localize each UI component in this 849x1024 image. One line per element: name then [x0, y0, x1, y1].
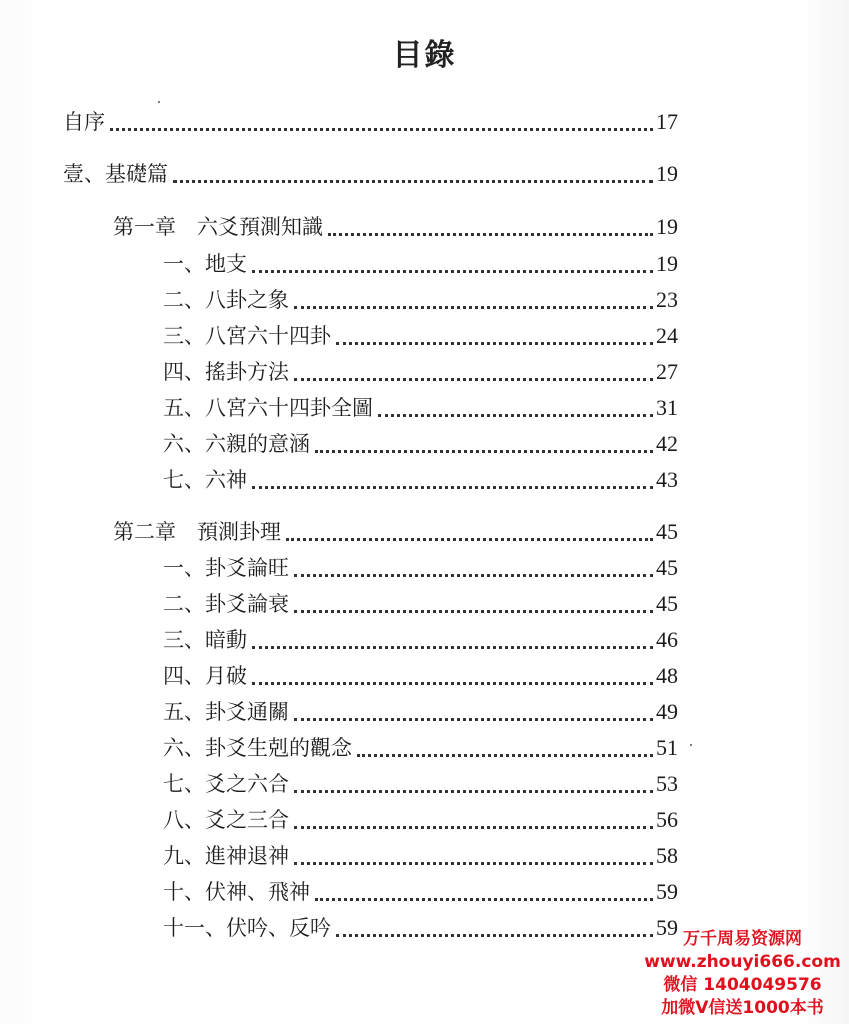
toc-entry-page: 23: [656, 287, 678, 312]
scan-speck: [158, 101, 160, 103]
toc-leader-dots: [315, 450, 653, 453]
toc-entry-page: 27: [656, 359, 678, 384]
toc-entry-page: 51: [656, 735, 678, 760]
toc-leader-dots: [357, 754, 653, 757]
toc-entry-page: 45: [656, 555, 678, 580]
toc-entry-label: 一、地支: [163, 252, 247, 276]
toc-entry-label: 四、月破: [163, 664, 247, 688]
toc-entry-page: 58: [656, 843, 678, 868]
toc-leader-dots: [328, 233, 653, 236]
toc-entry-label: 壹、基礎篇: [63, 162, 168, 186]
toc-leader-dots: [286, 538, 653, 541]
toc-leader-dots: [294, 718, 653, 721]
toc-leader-dots: [294, 306, 653, 309]
toc-entry-page: 46: [656, 627, 678, 652]
toc-leader-dots: [315, 898, 653, 901]
watermark-line: 加微V信送1000本书: [661, 998, 824, 1018]
watermark-line: 万千周易资源网: [683, 929, 802, 949]
watermark: [640, 928, 845, 1020]
toc-leader-dots: [252, 682, 653, 685]
toc-entry-label: 七、爻之六合: [163, 772, 289, 796]
toc-leader-dots: [252, 646, 653, 649]
toc-entry-label: 五、八宮六十四卦全圖: [163, 396, 373, 420]
toc-entry: [163, 394, 678, 422]
toc-entry: [163, 878, 678, 906]
toc-entry: [163, 734, 678, 762]
toc-entry-page: 19: [656, 214, 678, 239]
toc-entry-label: 自序: [63, 110, 105, 134]
toc-entry-page: 19: [656, 161, 678, 186]
toc-entry-label: 四、搖卦方法: [163, 360, 289, 384]
toc-entry: [163, 322, 678, 350]
toc-entry: [163, 286, 678, 314]
toc-entry: [163, 554, 678, 582]
watermark-line: 微信 1404049576: [663, 975, 822, 995]
toc-entry: [163, 358, 678, 386]
toc-entry-label: 十一、伏吟、反吟: [163, 916, 331, 940]
toc-entry-page: 42: [656, 431, 678, 456]
toc-entry: [163, 430, 678, 458]
toc-leader-dots: [173, 180, 653, 183]
toc-leader-dots: [294, 790, 653, 793]
toc-entry: [113, 213, 678, 241]
toc-leader-dots: [110, 128, 653, 131]
toc-leader-dots: [294, 610, 653, 613]
toc-leader-dots: [336, 342, 653, 345]
toc-entry: [163, 250, 678, 278]
toc-entry-label: 一、卦爻論旺: [163, 556, 289, 580]
toc-leader-dots: [252, 270, 653, 273]
toc-entry-label: 三、八宮六十四卦: [163, 324, 331, 348]
toc-entry-page: 45: [656, 519, 678, 544]
toc-entry-label: 第二章 預測卦理: [113, 520, 281, 544]
toc-leader-dots: [378, 414, 653, 417]
toc-entry-page: 17: [656, 109, 678, 134]
toc-entry-label: 二、八卦之象: [163, 288, 289, 312]
toc-entry-page: 31: [656, 395, 678, 420]
toc-entry-page: 59: [656, 879, 678, 904]
toc-entry-page: 49: [656, 699, 678, 724]
toc-entry: [63, 160, 678, 188]
toc-leader-dots: [294, 574, 653, 577]
toc-entry-page: 48: [656, 663, 678, 688]
toc-entry: [163, 466, 678, 494]
page-title: 目錄: [392, 38, 457, 73]
toc-entry: [113, 518, 678, 546]
toc-entry-page: 53: [656, 771, 678, 796]
watermark-line: www.zhouyi666.com: [644, 952, 841, 972]
toc-leader-dots: [252, 486, 653, 489]
toc-entry-label: 八、爻之三合: [163, 808, 289, 832]
toc-entry-page: 43: [656, 467, 678, 492]
toc-entry: [163, 806, 678, 834]
toc-entry-label: 五、卦爻通關: [163, 700, 289, 724]
toc-leader-dots: [294, 862, 653, 865]
toc-entry-page: 59: [656, 915, 678, 940]
toc-entry: [63, 108, 678, 136]
toc-entry-label: 七、六神: [163, 468, 247, 492]
toc-entry-label: 十、伏神、飛神: [163, 880, 310, 904]
toc-entry: [163, 590, 678, 618]
toc-entry-label: 第一章 六爻預測知識: [113, 215, 323, 239]
toc-entry-label: 九、進神退神: [163, 844, 289, 868]
toc-entry-label: 六、六親的意涵: [163, 432, 310, 456]
scan-speck: [690, 744, 692, 746]
toc-entry-label: 六、卦爻生剋的觀念: [163, 736, 352, 760]
toc-entry-label: 二、卦爻論衰: [163, 592, 289, 616]
toc-entry-page: 24: [656, 323, 678, 348]
toc-leader-dots: [294, 826, 653, 829]
toc-leader-dots: [336, 934, 653, 937]
toc-entry: [163, 698, 678, 726]
toc-entry: [163, 662, 678, 690]
toc-entry: [163, 770, 678, 798]
toc-entry-page: 19: [656, 251, 678, 276]
toc-entry: [163, 842, 678, 870]
toc-entry-page: 56: [656, 807, 678, 832]
toc-entry-label: 三、暗動: [163, 628, 247, 652]
toc-entry: [163, 626, 678, 654]
toc-entry-page: 45: [656, 591, 678, 616]
toc-leader-dots: [294, 378, 653, 381]
toc-entry: [163, 914, 678, 942]
